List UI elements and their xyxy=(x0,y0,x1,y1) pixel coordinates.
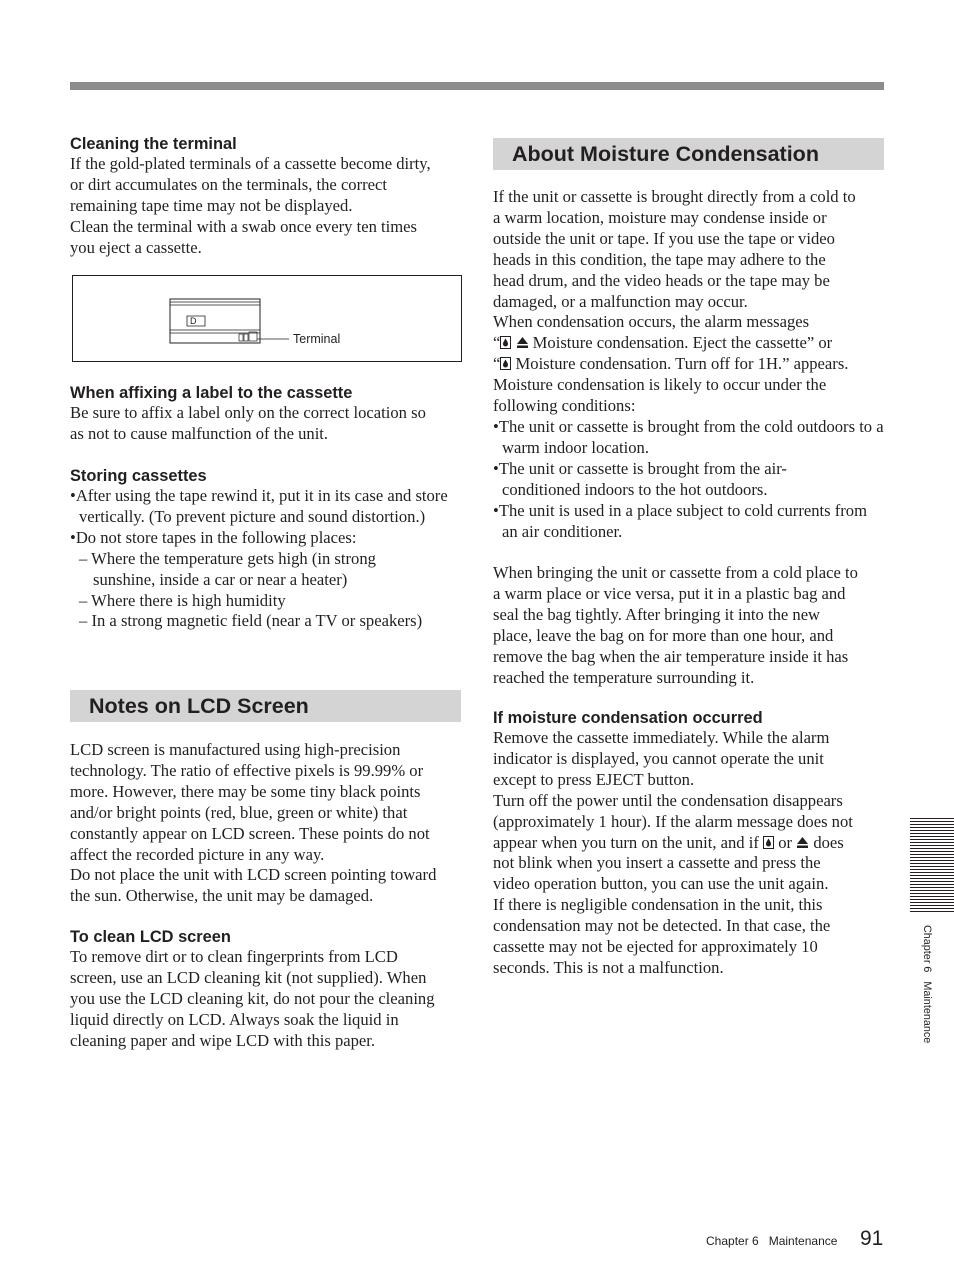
clean-lcd-line: liquid directly on LCD. Always soak the liquid in xyxy=(70,1009,399,1029)
cleaning-terminal-line: or dirt accumulates on the terminals, the correct xyxy=(70,174,387,194)
moisture-line: following conditions: xyxy=(493,396,636,416)
clean-lcd-line: screen, use an LCD cleaning kit (not supplied). When xyxy=(70,967,427,987)
occurred-line: Remove the cassette immediately. While the alarm xyxy=(493,728,830,747)
clean-lcd-section xyxy=(70,927,462,1052)
cleaning-terminal-line: Clean the terminal with a swab once every ten times xyxy=(70,216,417,236)
lcd-line: technology. The ratio of effective pixels is 99.99% or xyxy=(70,760,424,780)
moisture-bullet-text: The unit is used in a place subject to cold currents from an air conditioner. xyxy=(498,500,867,541)
storing-section xyxy=(70,466,462,632)
occurred-line: except to press EJECT button. xyxy=(493,769,695,789)
occurred-inline-c: does xyxy=(809,832,844,852)
alarm-message-2 xyxy=(493,354,885,375)
top-rule xyxy=(70,82,884,90)
moisture-icon xyxy=(763,836,774,849)
moisture-line: heads in this condition, the tape may adhere to the xyxy=(493,249,826,269)
eject-icon xyxy=(516,336,529,349)
affix-label-line: as not to cause malfunction of the unit. xyxy=(70,423,329,443)
cleaning-terminal-line: you eject a cassette. xyxy=(70,237,202,257)
cassette-figure xyxy=(72,275,462,362)
occurred-inline-a: appear when you turn on the unit, and if xyxy=(493,832,764,852)
cleaning-terminal-section xyxy=(70,134,462,259)
storing-bullet-text: After using the tape rewind it, put it in its case and store vertically. (To prevent picture and sound distortion.) xyxy=(75,486,448,526)
occurred-line: indicator is displayed, you cannot operate the unit xyxy=(493,748,824,768)
page-number: 91 xyxy=(860,1227,884,1250)
spacer xyxy=(493,542,885,563)
occurred-line: cassette may not be ejected for approximately 10 xyxy=(493,937,818,957)
cleaning-terminal-heading: Cleaning the terminal xyxy=(70,135,237,153)
moisture-line: When condensation occurs, the alarm messages xyxy=(493,312,810,332)
storing-bullet: •After using the tape rewind it, put it in its case and store vertically. (To prevent picture and sound distortion.) xyxy=(70,486,448,526)
clean-lcd-line: cleaning paper and wipe LCD with this paper. xyxy=(70,1030,376,1050)
lcd-line: affect the recorded picture in any way. xyxy=(70,844,325,864)
clean-lcd-line: you use the LCD cleaning kit, do not pour the cleaning xyxy=(70,988,435,1008)
moisture-line: When bringing the unit or cassette from a cold place to xyxy=(493,563,858,583)
moisture-line: outside the unit or tape. If you use the tape or video xyxy=(493,228,835,248)
alarm-quote-open: “ xyxy=(493,354,501,374)
moisture-bullet-text: The unit or cassette is brought from the cold outdoors to a warm indoor location. xyxy=(498,416,884,457)
chapter-side-tab xyxy=(910,818,954,912)
moisture-line: If the unit or cassette is brought directly from a cold to xyxy=(493,187,856,206)
moisture-line: head drum, and the video heads or the tape may be xyxy=(493,270,830,290)
lcd-section xyxy=(70,740,462,907)
storing-dash-item: – In a strong magnetic field (near a TV or speakers) xyxy=(79,611,423,631)
terminal-label: Terminal xyxy=(293,332,341,346)
storing-dash-text: Where the temperature gets high (in strong sunshine, inside a car or near a heater) xyxy=(91,548,376,589)
side-tab-label: Chapter 6 Maintenance xyxy=(921,925,933,1044)
lcd-line: LCD screen is manufactured using high-precision xyxy=(70,740,401,759)
lcd-section-title: Notes on LCD Screen xyxy=(70,690,461,722)
moisture-icon xyxy=(500,336,511,349)
storing-heading: Storing cassettes xyxy=(70,467,207,485)
affix-label-section xyxy=(70,383,462,445)
occurred-line: not blink when you insert a cassette and press the xyxy=(493,853,821,873)
moisture-bullet: •The unit or cassette is brought from the air-conditioned indoors to the hot outdoors. xyxy=(493,458,787,499)
moisture-line: place, leave the bag on for more than one hour, and xyxy=(493,626,834,646)
storing-dash-text: Where there is high humidity xyxy=(91,590,286,610)
moisture-line: a warm location, moisture may condense inside or xyxy=(493,207,827,227)
clean-lcd-line: To remove dirt or to clean fingerprints from LCD xyxy=(70,947,398,966)
alarm-text-1: Moisture condensation. Eject the cassette” or xyxy=(528,333,833,353)
occurred-line: video operation button, you can use the unit again. xyxy=(493,874,829,894)
occurred-line: condensation may not be detected. In that case, the xyxy=(493,916,831,936)
occurred-inline-b: or xyxy=(774,832,797,852)
footer-chapter-label: Chapter 6 Maintenance xyxy=(706,1234,838,1248)
storing-bullet: •Do not store tapes in the following places: xyxy=(70,527,357,547)
storing-dash-item: – Where there is high humidity xyxy=(79,590,286,610)
alarm-message-1 xyxy=(493,333,885,354)
lcd-line: Do not place the unit with LCD screen pointing toward xyxy=(70,865,437,885)
moisture-bullet: •The unit is used in a place subject to cold currents from an air conditioner. xyxy=(493,500,867,541)
affix-label-line: Be sure to affix a label only on the correct location so xyxy=(70,403,426,422)
lcd-line: more. However, there may be some tiny black points xyxy=(70,781,421,801)
occurred-inline-line xyxy=(493,833,885,854)
moisture-line: a warm place or vice versa, put it in a plastic bag and xyxy=(493,584,846,604)
occurred-line: (approximately 1 hour). If the alarm message does not xyxy=(493,811,853,831)
lcd-line: and/or bright points (red, blue, green or white) that xyxy=(70,802,408,822)
occurred-line: If there is negligible condensation in the unit, this xyxy=(493,895,823,915)
moisture-line: remove the bag when the air temperature inside it has xyxy=(493,646,849,666)
storing-dash-item: – Where the temperature gets high (in strong sunshine, inside a car or near a heater) xyxy=(79,548,376,589)
moisture-line: damaged, or a malfunction may occur. xyxy=(493,291,748,311)
lcd-line: constantly appear on LCD screen. These points do not xyxy=(70,823,430,843)
moisture-line: seal the bag tightly. After bringing it into the new xyxy=(493,605,821,625)
moisture-section-title: About Moisture Condensation xyxy=(493,138,884,170)
moisture-line: reached the temperature surrounding it. xyxy=(493,667,755,687)
condensation-occurred-section xyxy=(493,708,885,979)
moisture-bullet-text: The unit or cassette is brought from the air-conditioned indoors to the hot outdoors. xyxy=(498,458,787,499)
occurred-line: Turn off the power until the condensation disappears xyxy=(493,790,843,810)
clean-lcd-heading: To clean LCD screen xyxy=(70,928,231,946)
cleaning-terminal-line: remaining tape time may not be displayed. xyxy=(70,195,353,215)
eject-icon xyxy=(796,836,809,849)
condensation-occurred-heading: If moisture condensation occurred xyxy=(493,709,763,727)
alarm-quote-open: “ xyxy=(493,333,501,353)
svg-text:D: D xyxy=(190,316,197,326)
cassette-terminal-illustration xyxy=(73,276,461,361)
affix-label-heading: When affixing a label to the cassette xyxy=(70,384,353,402)
moisture-bullet: •The unit or cassette is brought from the cold outdoors to a warm indoor location. xyxy=(493,416,884,457)
storing-bullet-text: Do not store tapes in the following places: xyxy=(75,527,357,547)
moisture-line: Moisture condensation is likely to occur under the xyxy=(493,375,827,395)
storing-dash-text: In a strong magnetic field (near a TV or speakers) xyxy=(91,611,423,631)
lcd-line: the sun. Otherwise, the unit may be damaged. xyxy=(70,886,374,906)
cleaning-terminal-line: If the gold-plated terminals of a cassette become dirty, xyxy=(70,154,431,173)
moisture-icon xyxy=(500,357,511,370)
moisture-section xyxy=(493,187,885,689)
alarm-text-2: Moisture condensation. Turn off for 1H.” appears. xyxy=(511,354,849,374)
occurred-line: seconds. This is not a malfunction. xyxy=(493,957,724,977)
